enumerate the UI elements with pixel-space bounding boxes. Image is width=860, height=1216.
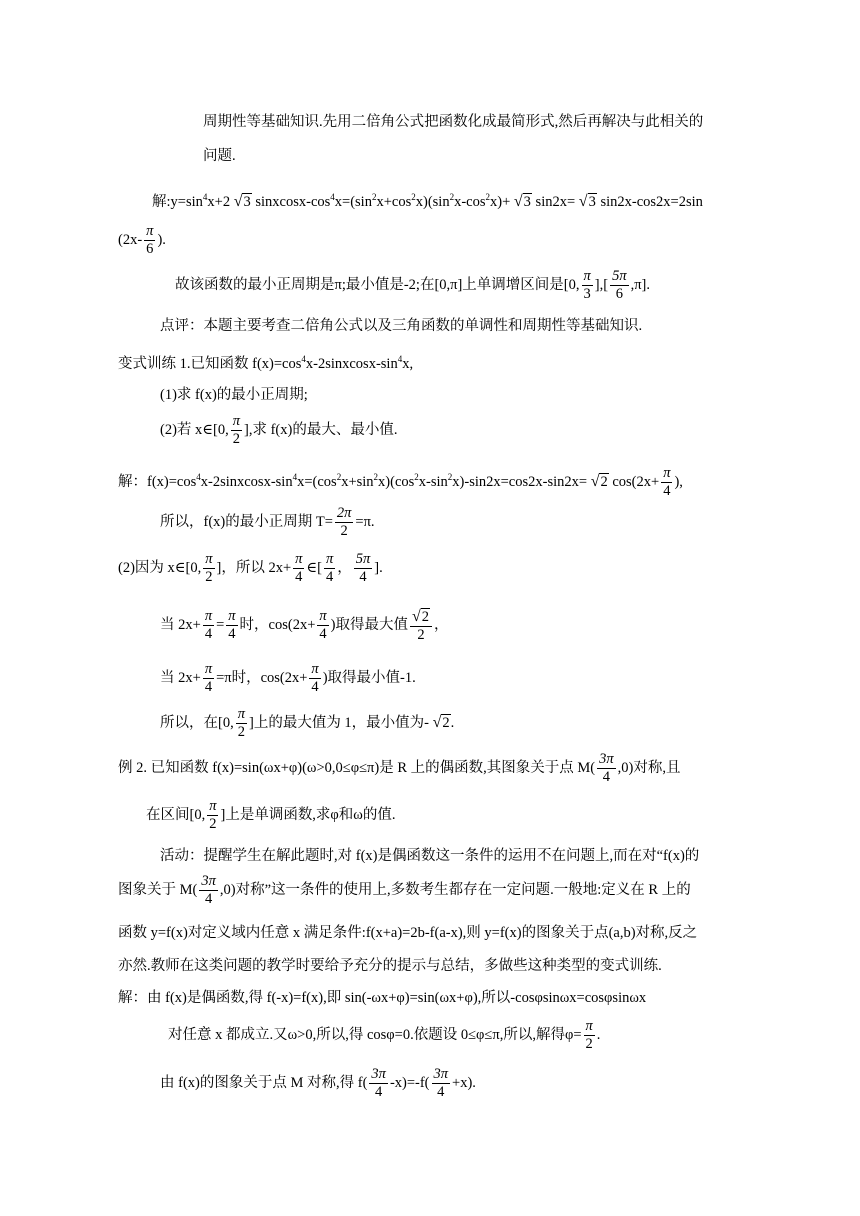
fraction: $\frac{\pi}{2}$ bbox=[237, 706, 245, 741]
formula-line: 解$:y=\sin^4x+2$ √3 sinxcosx-$\cos^4x=(\sin^2x+\cos^2x)(\sin^2x-\cos^2x)+ √3$ sin2x= √3 sin2x-cos2x=2sin bbox=[152, 192, 703, 210]
formula-line: 例 2. 已知函数 f(x)=sin(ωx+φ)(ω>0,0≤φ≤π)是 R 上的偶函数,其图象关于点 M( $\frac{3\pi}{4}$ ,0)对称,且 bbox=[118, 751, 681, 786]
formula-line: (2x- $\frac{\pi}{6}$ ). bbox=[118, 223, 166, 258]
fraction: $\frac{√2}{2}$ bbox=[410, 608, 432, 644]
fraction: $\frac{2\pi}{2}$ bbox=[336, 505, 352, 540]
text-line: 活动：提醒学生在解此题时,对 f(x)是偶函数这一条件的运用不在问题上,而在对“f(x)的 bbox=[160, 848, 700, 864]
text-line: 点评：本题主要考查二倍角公式以及三角函数的单调性和周期性等基础知识. bbox=[160, 318, 643, 334]
fraction: $\frac{5\pi}{4}$ bbox=[355, 551, 371, 586]
fraction: $\frac{\pi}{4}$ bbox=[319, 608, 327, 643]
fraction: $\frac{\pi}{4}$ bbox=[311, 661, 319, 696]
text-line: 变式训练 1.已知函数 $f(x)=\cos^4x-2sinxcosx-\sin^4x$, bbox=[118, 354, 414, 372]
fraction: $\frac{3\pi}{4}$ bbox=[599, 751, 614, 786]
fraction: $\frac{5\pi}{6}$ bbox=[612, 268, 627, 303]
sqrt-symbol: √2 bbox=[411, 607, 430, 625]
fraction: $\frac{3\pi}{4}$ bbox=[371, 1066, 386, 1101]
text-line: 周期性等基础知识.先用二倍角公式把函数化成最简形式,然后再解决与此相关的 bbox=[203, 114, 704, 130]
fraction: $\frac{\pi}{4}$ bbox=[204, 661, 213, 696]
fraction: $\frac{\pi}{2}$ bbox=[585, 1018, 593, 1053]
formula-line: (2)若 x∈[0, $\frac{\pi}{2}$ ],求 f(x)的最大、最小值. bbox=[160, 413, 398, 448]
fraction: $\frac{\pi}{4}$ bbox=[325, 551, 334, 586]
fraction: $\frac{\pi}{2}$ bbox=[209, 798, 217, 833]
fraction: $\frac{\pi}{3}$ bbox=[583, 268, 591, 303]
formula-line: 所以，在[0, $\frac{\pi}{2}$ ]上的最大值为 1，最小值为- √2. bbox=[160, 703, 454, 743]
text-line: (1)求 f(x)的最小正周期; bbox=[160, 387, 308, 403]
sqrt-symbol: √2 bbox=[432, 714, 450, 731]
fraction: $\frac{\pi}{2}$ bbox=[232, 413, 240, 448]
fraction: $\frac{\pi}{4}$ bbox=[663, 465, 671, 499]
fraction: $\frac{\pi}{4}$ bbox=[204, 608, 213, 643]
formula-line: 由 f(x)的图象关于点 M 对称,得 f( $\frac{3\pi}{4}$ -x)=-f( $\frac{3\pi}{4}$ +x). bbox=[160, 1066, 476, 1101]
fraction: $\frac{\pi}{2}$ bbox=[205, 551, 213, 586]
fraction: $\frac{\pi}{4}$ bbox=[228, 608, 236, 643]
text-line: 亦然.教师在这类问题的教学时要给予充分的提示与总结，多做些这种类型的变式训练. bbox=[118, 958, 662, 974]
formula-line: 当 2x+ $\frac{\pi}{4}$ = $\frac{\pi}{4}$ 时，cos(2x+ $\frac{\pi}{4}$ )取得最大值 $\frac{√2}{2}$ ， bbox=[160, 607, 449, 643]
fraction: $\frac{3\pi}{4}$ bbox=[433, 1066, 449, 1101]
sqrt-symbol: √2 bbox=[590, 472, 608, 490]
text-line: 函数 y=f(x)对定义域内任意 x 满足条件:f(x+a)=2b-f(a-x),则 y=f(x)的图象关于点(a,b)对称,反之 bbox=[118, 925, 698, 941]
formula-line: 所以，f(x)的最小正周期 T= $\frac{2\pi}{2}$ =π. bbox=[160, 505, 375, 540]
text-line: 问题. bbox=[203, 148, 236, 164]
formula-line: 在区间[0, $\frac{\pi}{2}$ ]上是单调函数,求φ和ω的值. bbox=[146, 798, 396, 833]
formula-line: 解：$f(x)=\cos^4x-2sinxcosx-\sin^4x=(\cos^2x+\sin^2x)(\cos^2x-\sin^2x)-\sin 2x=\cos 2x-\sin 2x= √2$ cos(2x+ $\frac{\pi}{4}$ ), bbox=[118, 457, 683, 502]
formula-line: 当 2x+ $\frac{\pi}{4}$ =π时，cos(2x+ $\frac{\pi}{4}$ )取得最小值-1. bbox=[160, 661, 416, 696]
formula-line: (2)因为 x∈[0, $\frac{\pi}{2}$ ]，所以 2x+ $\frac{\pi}{4}$ ∈[ $\frac{\pi}{4}$ ， $\frac{5\pi}{4}$ ]. bbox=[118, 551, 383, 586]
formula-line: 对任意 x 都成立.又ω>0,所以,得 cosφ=0.依题设 0≤φ≤π,所以,解得φ= $\frac{\pi}{2}$ . bbox=[168, 1018, 601, 1053]
formula-line: 图象关于 M( $\frac{3\pi}{4}$ ,0)对称”这一条件的使用上,多数考生都存在一定问题.一般地:定义在 R 上的 bbox=[118, 873, 691, 908]
sqrt-symbol: √3 bbox=[578, 192, 596, 210]
fraction: $\frac{\pi}{6}$ bbox=[146, 223, 154, 258]
text-line: 解：由 f(x)是偶函数,得 f(-x)=f(x),即 sin(-ωx+φ)=sin(ωx+φ),所以-cosφsinωx=cosφsinωx bbox=[118, 990, 647, 1006]
fraction: $\frac{\pi}{4}$ bbox=[295, 551, 303, 586]
sqrt-symbol: √3 bbox=[513, 192, 531, 210]
sqrt-symbol: √3 bbox=[233, 192, 251, 210]
formula-line: 故该函数的最小正周期是π;最小值是-2;在[0,π]上单调增区间是[0, $\frac{\pi}{3}$ ],[ $\frac{5\pi}{6}$ ,π]. bbox=[175, 268, 650, 303]
fraction: $\frac{3\pi}{4}$ bbox=[201, 873, 216, 908]
